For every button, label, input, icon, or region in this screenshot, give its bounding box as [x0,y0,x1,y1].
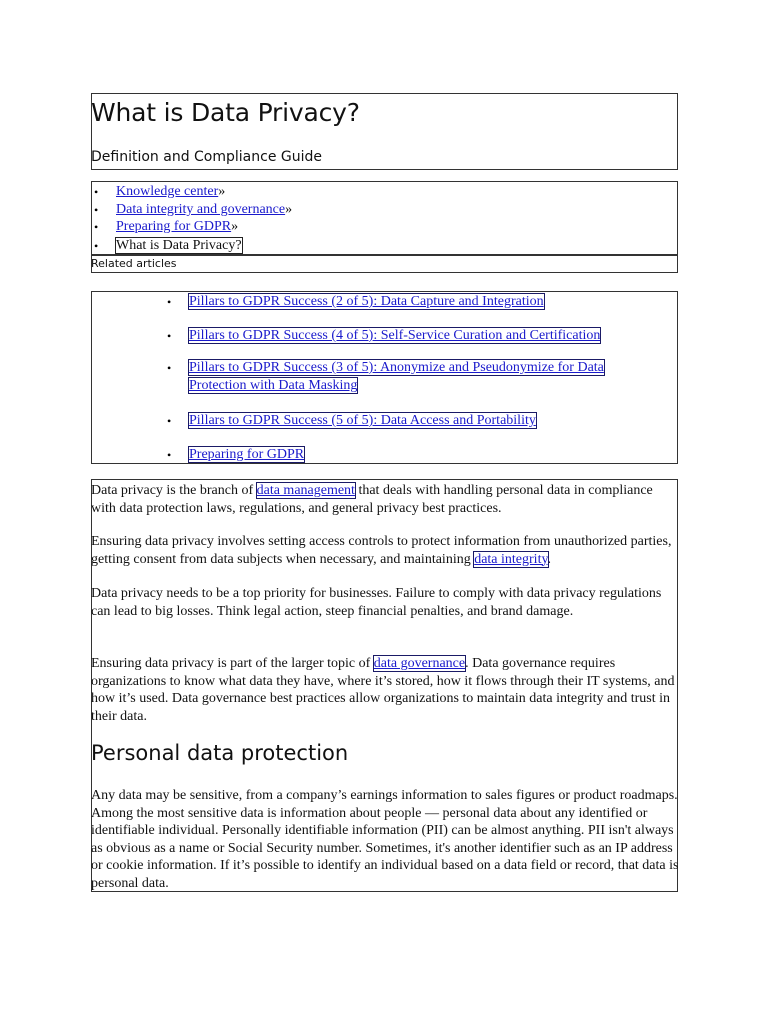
breadcrumb-separator: » [218,184,226,199]
breadcrumb-link-preparing-gdpr[interactable]: Preparing for GDPR [116,219,232,234]
related-article-link[interactable]: Pillars to GDPR Success (3 of 5): Anonymize and Pseudonymize for Data Protection with Data Masking [189,360,604,393]
breadcrumb-separator: » [285,202,293,217]
paragraph-text: Ensuring data privacy involves setting access controls to protect information from unauthorized parties, getting consent from data subjects when necessary, and maintaining [91,534,672,567]
page-subtitle: Definition and Compliance Guide [91,149,322,165]
article-paragraph [91,482,680,517]
related-article-item [189,412,639,430]
related-article-link[interactable]: Pillars to GDPR Success (4 of 5): Self-Service Curation and Certification [189,328,601,343]
breadcrumb-item-preparing-gdpr [116,219,238,235]
page-title: What is Data Privacy? [91,98,360,127]
section-heading: Personal data protection [91,741,349,765]
breadcrumb-link-data-integrity[interactable]: Data integrity and governance [116,202,286,217]
article-paragraph [91,655,680,725]
breadcrumb-separator: » [231,219,239,234]
paragraph-text: Ensuring data privacy is part of the larger topic of [91,656,374,671]
paragraph-text: Data privacy is the branch of [91,483,257,498]
paragraph-text: . Data governance requires organizations to know what data they have, where it’s stored, how it flows through their IT systems, and how it’s used. Data governance best practices allow organizations to maintain data integrity and trust in their data. [91,656,675,724]
related-articles-heading: Related articles [91,257,177,270]
breadcrumb [91,181,678,255]
related-article-item [189,327,639,345]
related-article-link[interactable]: Pillars to GDPR Success (5 of 5): Data Access and Portability [189,413,536,428]
data-governance-link[interactable]: data governance [373,656,466,671]
paragraph-text: . [547,551,552,567]
article-body [91,479,678,892]
data-integrity-link[interactable]: data integrity [474,551,548,567]
related-article-item [189,359,639,395]
related-articles-list [91,291,678,464]
data-management-link[interactable]: data management [256,483,355,498]
article-paragraph [91,533,680,568]
page-header [91,93,678,170]
breadcrumb-current: What is Data Privacy? [116,238,242,253]
breadcrumb-item-data-integrity [116,202,292,218]
breadcrumb-item-knowledge-center [116,184,225,200]
article-paragraph: Data privacy needs to be a top priority for businesses. Failure to comply with data privacy regulations can lead to big losses. Think legal action, steep financial penalties, and brand damage. [91,586,662,619]
related-article-item [189,446,639,464]
article-paragraph: Any data may be sensitive, from a company’s earnings information to sales figures or product roadmaps. Among the most sensitive data is information about people — personal data about any identified or identifiable individual. Personally identifiable information (PII) can be almost anything. PII isn't always as obvious as a name or Social Security number. Sometimes, it's another identifier such as an IP address or cookie information. If it’s possible to identify an individual based on a data field or record, that data is personal data. [91,788,679,891]
related-article-link[interactable]: Pillars to GDPR Success (2 of 5): Data Capture and Integration [189,294,544,309]
breadcrumb-link-knowledge-center[interactable]: Knowledge center [116,184,219,199]
related-articles-label [91,255,678,273]
breadcrumb-item-current [116,238,242,254]
related-article-item [189,293,639,311]
related-article-link[interactable]: Preparing for GDPR [189,447,305,462]
paragraph-text: that deals with handling personal data in compliance with data protection laws, regulations, and general privacy best practices. [91,483,653,516]
